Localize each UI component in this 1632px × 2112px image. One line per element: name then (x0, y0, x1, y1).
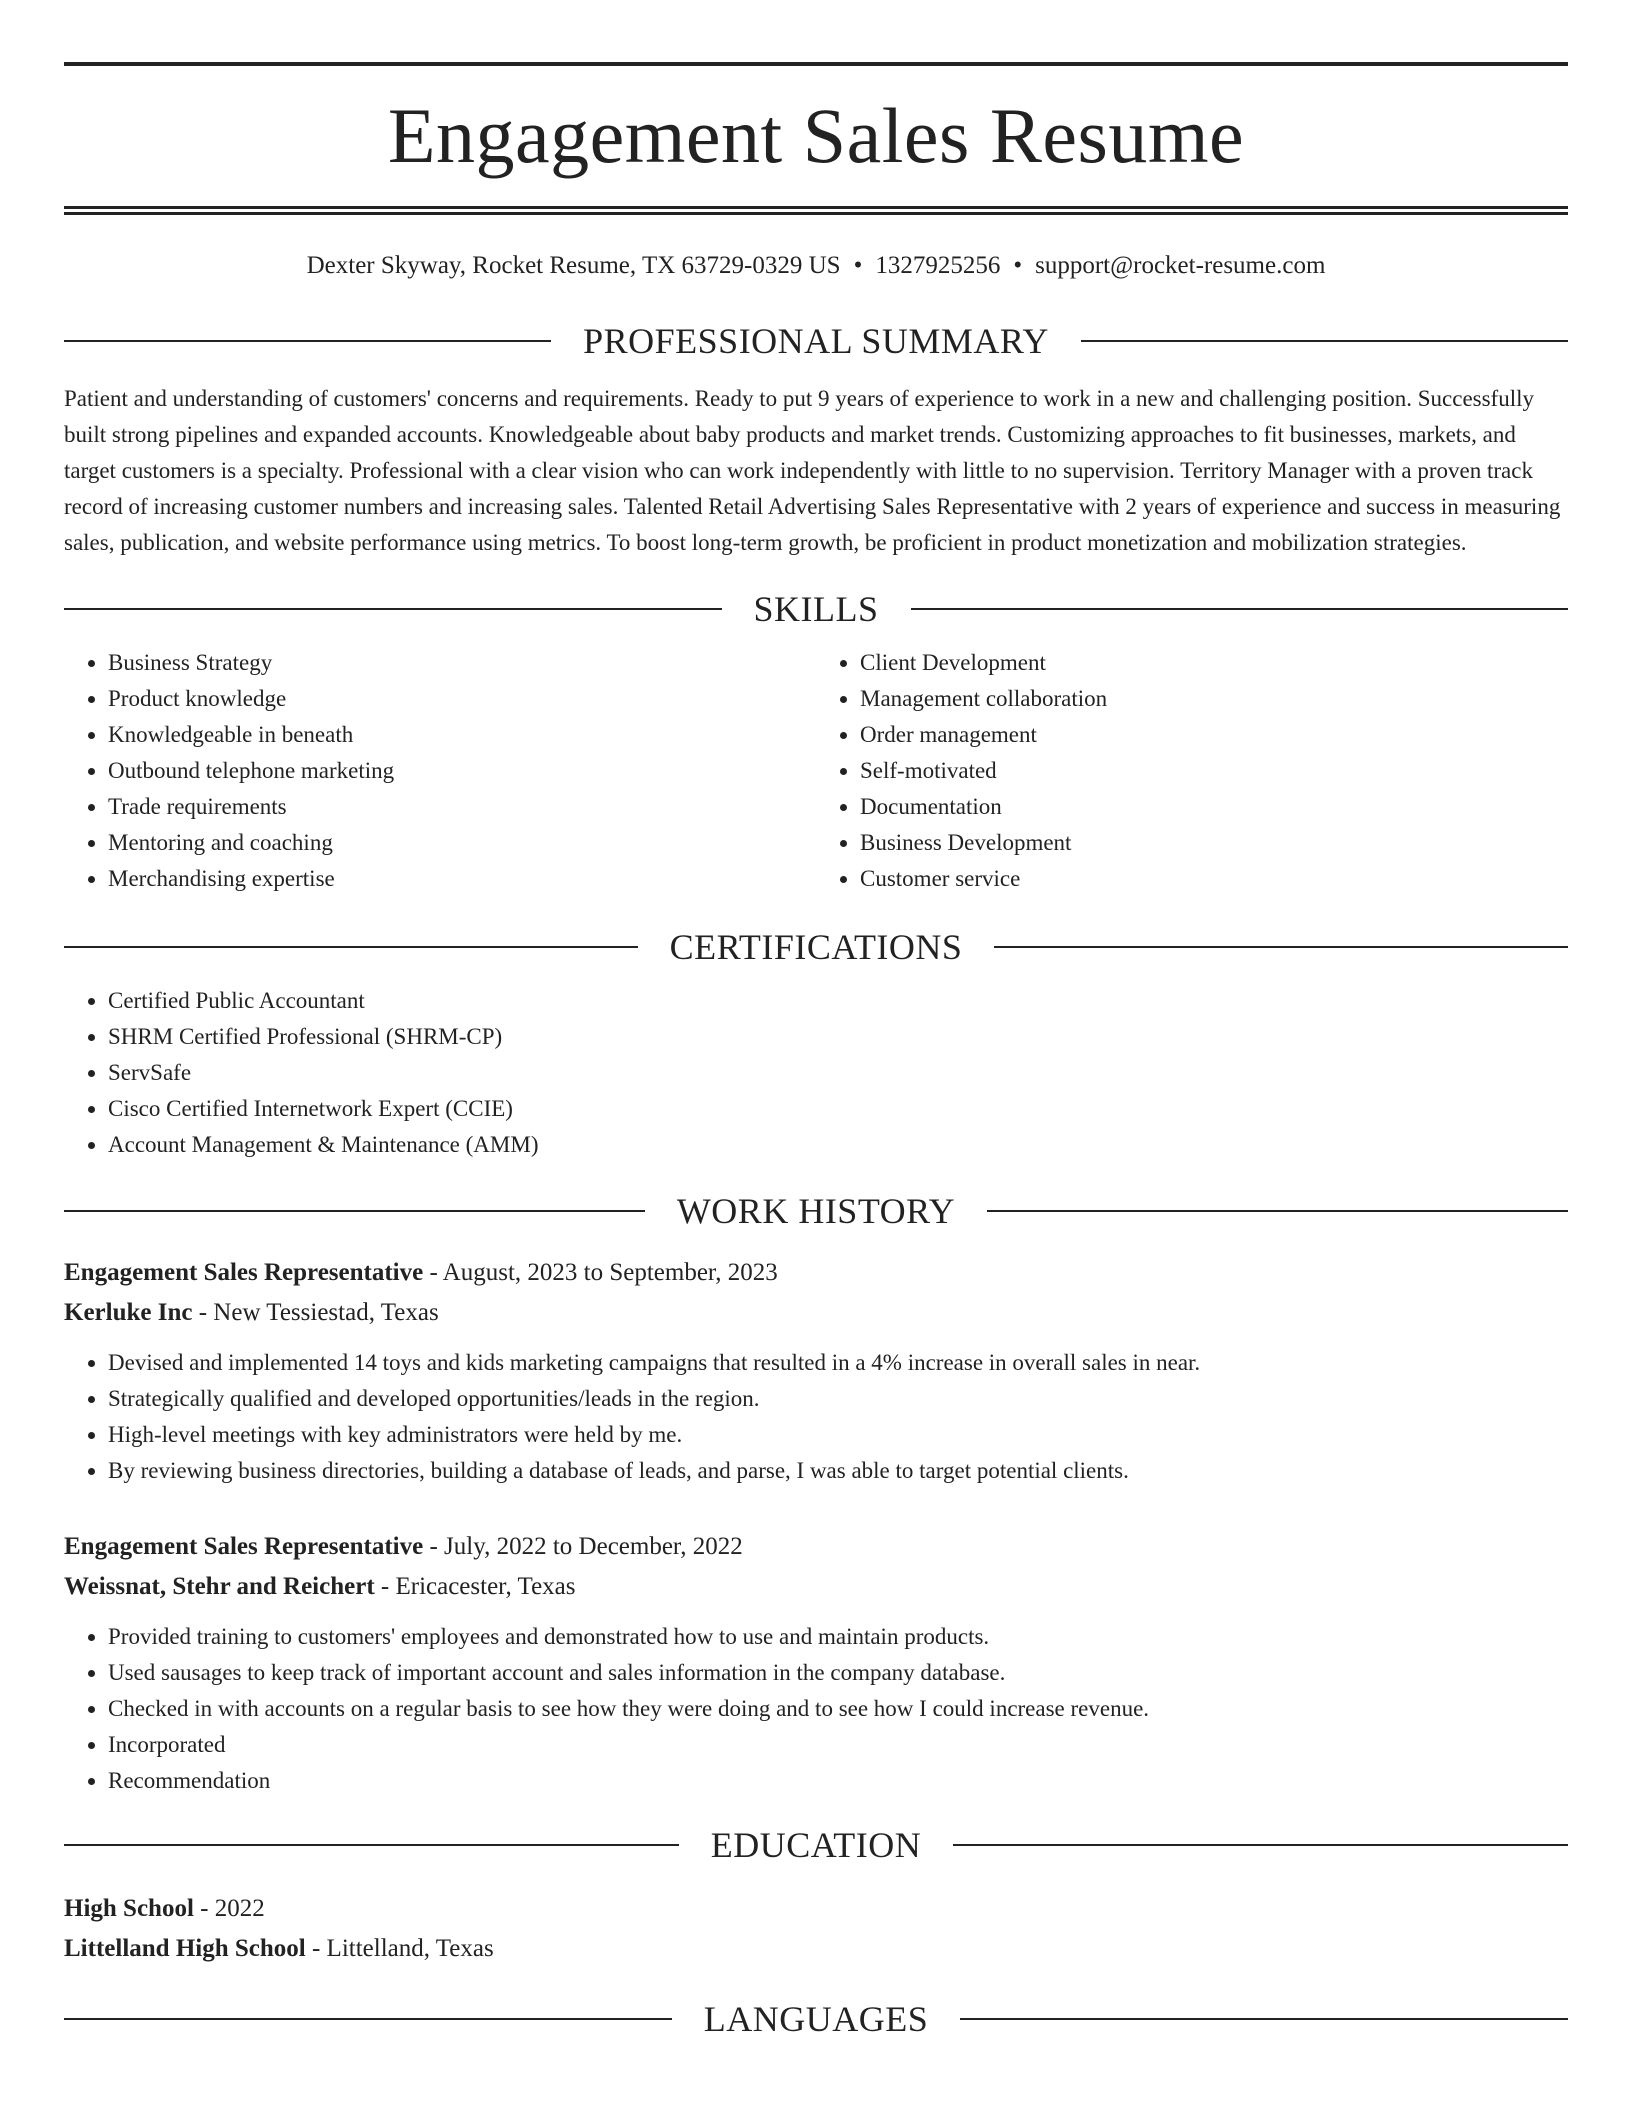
job-title: Engagement Sales Representative (64, 1533, 424, 1560)
education-school-line (64, 1929, 1568, 1969)
job-location: - New Tessiestad, Texas (192, 1299, 439, 1326)
job-title: Engagement Sales Representative (64, 1259, 424, 1286)
education-year: - 2022 (193, 1895, 265, 1922)
contact-separator: • (853, 252, 863, 279)
section-rule-right (953, 1844, 1568, 1846)
section-rule-left (64, 1844, 679, 1846)
job-bullet: • Incorporated (108, 1727, 1568, 1763)
job-company-line (64, 1293, 1568, 1333)
section-header-languages (64, 1997, 1568, 2041)
job-company-line (64, 1567, 1568, 1607)
section-header-summary (64, 319, 1568, 363)
section-rule-left (64, 946, 638, 948)
job-title-line (64, 1527, 1568, 1567)
section-header-skills (64, 587, 1568, 631)
education-degree-line (64, 1889, 1568, 1929)
section-title-summary: PROFESSIONAL SUMMARY (583, 321, 1049, 361)
skills-columns (64, 645, 1568, 897)
skill-item: • Customer service (860, 861, 1568, 897)
job-bullet: • Devised and implemented 14 toys and kids marketing campaigns that resulted in a 4% increase in overall sales in near. (108, 1345, 1568, 1381)
skill-item: • Documentation (860, 789, 1568, 825)
job-entry (64, 1527, 1568, 1799)
job-bullets (64, 1345, 1568, 1489)
section-rule-right (987, 1210, 1568, 1212)
section-rule-right (911, 608, 1569, 610)
section-header-work (64, 1189, 1568, 1233)
job-bullet: • Used sausages to keep track of important account and sales information in the company database. (108, 1655, 1568, 1691)
job-company: Weissnat, Stehr and Reichert (64, 1573, 375, 1600)
skill-item: • Self-motivated (860, 753, 1568, 789)
skills-list-left (64, 645, 816, 897)
skill-item: • Mentoring and coaching (108, 825, 816, 861)
job-bullets (64, 1619, 1568, 1799)
job-bullet: • Provided training to customers' employees and demonstrated how to use and maintain products. (108, 1619, 1568, 1655)
job-entry (64, 1253, 1568, 1489)
section-title-skills: SKILLS (753, 589, 879, 629)
title-double-rule (64, 206, 1568, 215)
contact-separator: • (1013, 252, 1023, 279)
job-company: Kerluke Inc (64, 1299, 193, 1326)
job-dates: - August, 2023 to September, 2023 (423, 1259, 778, 1286)
section-rule-left (64, 2018, 672, 2020)
certification-item: • SHRM Certified Professional (SHRM-CP) (108, 1019, 1568, 1055)
job-location: - Ericacester, Texas (374, 1573, 576, 1600)
contact-line (64, 249, 1568, 283)
section-header-certifications (64, 925, 1568, 969)
certification-item: • Cisco Certified Internetwork Expert (CCIE) (108, 1091, 1568, 1127)
job-bullet: • Checked in with accounts on a regular basis to see how they were doing and to see how I could increase revenue. (108, 1691, 1568, 1727)
skill-item: • Client Development (860, 645, 1568, 681)
skill-item: • Merchandising expertise (108, 861, 816, 897)
resume-title: Engagement Sales Resume (387, 92, 1245, 179)
section-rule-left (64, 340, 551, 342)
contact-address: Dexter Skyway, Rocket Resume, TX 63729-0329 US (306, 252, 841, 279)
education-location: - Littelland, Texas (305, 1935, 494, 1962)
education-entry (64, 1889, 1568, 1969)
job-dates: - July, 2022 to December, 2022 (423, 1533, 743, 1560)
job-bullet: • High-level meetings with key administrators were held by me. (108, 1417, 1568, 1453)
contact-phone: 1327925256 (875, 252, 1001, 279)
section-title-work: WORK HISTORY (676, 1191, 956, 1231)
job-bullet: • Recommendation (108, 1763, 1568, 1799)
section-rule-left (64, 608, 722, 610)
section-header-education (64, 1823, 1568, 1867)
skill-item: • Business Development (860, 825, 1568, 861)
skills-list-right (816, 645, 1568, 897)
certification-item: • ServSafe (108, 1055, 1568, 1091)
contact-email: support@rocket-resume.com (1035, 252, 1326, 279)
skill-item: • Business Strategy (108, 645, 816, 681)
section-rule-right (994, 946, 1568, 948)
section-rule-left (64, 1210, 645, 1212)
skill-item: • Knowledgeable in beneath (108, 717, 816, 753)
summary-text: Patient and understanding of customers' concerns and requirements. Ready to put 9 years of experience to work in a new and challenging position. Successfully built strong pipelines and expanded accounts. Knowledgeable about baby products and market trends. Customizing approaches to fit businesses, markets, and target customers is a specialty. Professional with a clear vision who can work independently with little to no supervision. Territory Manager with a proven track record of increasing customer numbers and increasing sales. Talented Retail Advertising Sales Representative with 2 years of experience and success in measuring sales, publication, and website performance using metrics. To boost long-term growth, be proficient in product monetization and mobilization strategies. (64, 386, 1561, 555)
skill-item: • Trade requirements (108, 789, 816, 825)
section-rule-right (960, 2018, 1568, 2020)
top-rule (64, 62, 1568, 66)
section-title-languages: LANGUAGES (703, 1999, 929, 2039)
certification-item: • Certified Public Accountant (108, 983, 1568, 1019)
job-title-line (64, 1253, 1568, 1293)
skill-item: • Outbound telephone marketing (108, 753, 816, 789)
certifications-list (64, 983, 1568, 1163)
skill-item: • Management collaboration (860, 681, 1568, 717)
skill-item: • Product knowledge (108, 681, 816, 717)
section-title-education: EDUCATION (710, 1825, 922, 1865)
section-rule-right (1081, 340, 1568, 342)
education-degree: High School (64, 1895, 194, 1922)
certification-item: • Account Management & Maintenance (AMM) (108, 1127, 1568, 1163)
skill-item: • Order management (860, 717, 1568, 753)
education-school: Littelland High School (64, 1935, 306, 1962)
job-bullet: • Strategically qualified and developed opportunities/leads in the region. (108, 1381, 1568, 1417)
section-title-certifications: CERTIFICATIONS (669, 927, 963, 967)
job-bullet: • By reviewing business directories, building a database of leads, and parse, I was able to target potential clients. (108, 1453, 1568, 1489)
